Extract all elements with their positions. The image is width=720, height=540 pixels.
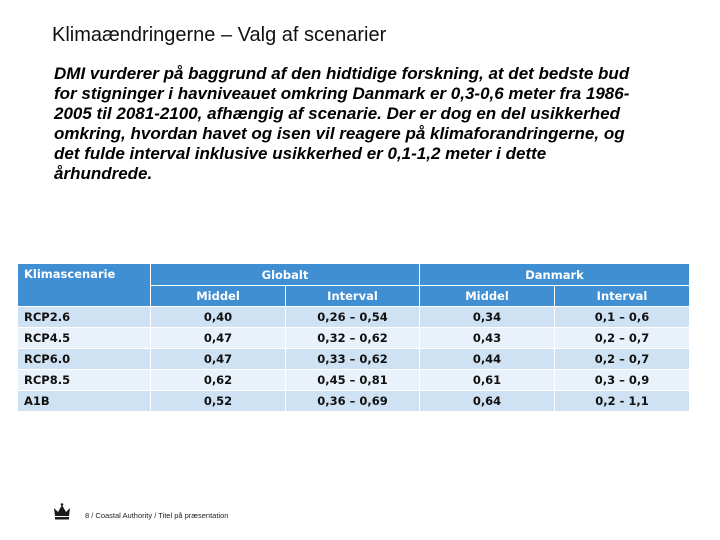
cell-scenario: RCP2.6 bbox=[18, 307, 151, 328]
cell-global-middel: 0,47 bbox=[151, 328, 286, 349]
footer-text: 8 / Coastal Authority / Titel på præsentation bbox=[85, 511, 229, 520]
cell-global-interval: 0,36 – 0,69 bbox=[286, 391, 420, 412]
cell-denmark-interval: 0,2 – 0,7 bbox=[555, 349, 690, 370]
cell-global-interval: 0,33 – 0,62 bbox=[286, 349, 420, 370]
cell-denmark-middel: 0,61 bbox=[420, 370, 555, 391]
table-row bbox=[18, 370, 690, 391]
table-header-row bbox=[18, 264, 690, 286]
cell-global-middel: 0,52 bbox=[151, 391, 286, 412]
subheader-denmark-middel: Middel bbox=[420, 286, 555, 307]
body-line: 2005 til 2081-2100, afhængig af scenarie. Der er dog en del usikkerhed bbox=[54, 104, 620, 123]
subheader-global-interval: Interval bbox=[286, 286, 420, 307]
scenario-table bbox=[17, 263, 689, 412]
cell-denmark-middel: 0,34 bbox=[420, 307, 555, 328]
subheader-global-middel: Middel bbox=[151, 286, 286, 307]
body-line: det fulde interval inklusive usikkerhed er 0,1-1,2 meter i dette bbox=[54, 144, 547, 163]
table-row bbox=[18, 391, 690, 412]
crown-icon bbox=[52, 502, 72, 522]
cell-scenario: A1B bbox=[18, 391, 151, 412]
body-paragraph bbox=[54, 64, 674, 184]
cell-scenario: RCP6.0 bbox=[18, 349, 151, 370]
cell-denmark-interval: 0,3 – 0,9 bbox=[555, 370, 690, 391]
cell-denmark-middel: 0,43 bbox=[420, 328, 555, 349]
body-line: århundrede. bbox=[54, 164, 153, 183]
cell-scenario: RCP8.5 bbox=[18, 370, 151, 391]
cell-denmark-interval: 0,1 – 0,6 bbox=[555, 307, 690, 328]
cell-denmark-interval: 0,2 - 1,1 bbox=[555, 391, 690, 412]
cell-global-middel: 0,62 bbox=[151, 370, 286, 391]
header-global: Globalt bbox=[151, 264, 420, 286]
cell-global-interval: 0,45 – 0,81 bbox=[286, 370, 420, 391]
table-row bbox=[18, 328, 690, 349]
table-row bbox=[18, 307, 690, 328]
header-denmark: Danmark bbox=[420, 264, 690, 286]
cell-global-interval: 0,26 – 0,54 bbox=[286, 307, 420, 328]
page-title: Klimaændringerne – Valg af scenarier bbox=[52, 24, 387, 46]
cell-denmark-interval: 0,2 – 0,7 bbox=[555, 328, 690, 349]
cell-denmark-middel: 0,44 bbox=[420, 349, 555, 370]
cell-global-interval: 0,32 – 0,62 bbox=[286, 328, 420, 349]
slide-footer bbox=[52, 502, 452, 526]
cell-global-middel: 0,40 bbox=[151, 307, 286, 328]
cell-denmark-middel: 0,64 bbox=[420, 391, 555, 412]
header-scenario: Klimascenarie bbox=[18, 264, 151, 307]
cell-global-middel: 0,47 bbox=[151, 349, 286, 370]
cell-scenario: RCP4.5 bbox=[18, 328, 151, 349]
table-row bbox=[18, 349, 690, 370]
body-line: DMI vurderer på baggrund af den hidtidige forskning, at det bedste bud bbox=[54, 64, 630, 83]
body-line: omkring, hvordan havet og isen vil reagere på klimaforandringerne, og bbox=[54, 124, 625, 143]
subheader-denmark-interval: Interval bbox=[555, 286, 690, 307]
body-line: for stigninger i havniveauet omkring Danmark er 0,3-0,6 meter fra 1986- bbox=[54, 84, 630, 103]
